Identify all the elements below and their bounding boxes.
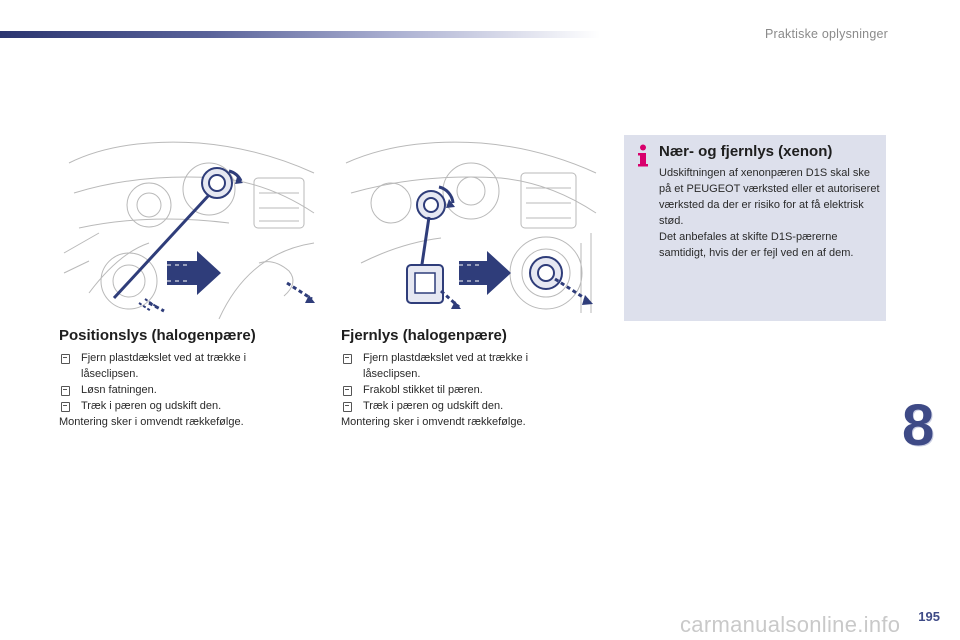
cover-clip-highlight xyxy=(417,187,455,219)
checkbox-bullet-icon xyxy=(343,354,352,364)
step-text: Træk i pæren og udskift den. xyxy=(363,400,504,412)
high-beam-steps xyxy=(341,350,581,430)
step-text: Løsn fatningen. xyxy=(81,384,157,396)
position-light-steps xyxy=(59,350,299,430)
info-icon xyxy=(636,144,650,168)
header-gradient-bar xyxy=(0,31,600,38)
watermark: carmanualsonline.info xyxy=(680,612,901,637)
lock-clip-highlight xyxy=(202,168,243,198)
checkbox-bullet-icon xyxy=(343,402,352,412)
checkbox-bullet-icon xyxy=(343,386,352,396)
assembly-note: Montering sker i omvendt rækkefølge. xyxy=(59,416,244,428)
section-header: Praktiske oplysninger xyxy=(764,27,888,41)
assembly-note: Montering sker i omvendt rækkefølge. xyxy=(341,416,526,428)
step-item xyxy=(341,382,581,398)
step-item xyxy=(59,350,299,382)
checkbox-bullet-icon xyxy=(61,386,70,396)
step-text: Fjern plastdækslet ved at trække i låseclipsen. xyxy=(363,352,529,380)
chapter-number: 8 xyxy=(902,393,935,458)
high-beam-title: Fjernlys (halogenpære) xyxy=(341,327,507,344)
step-item xyxy=(341,350,581,382)
step-item xyxy=(341,398,581,414)
illustration-position-light xyxy=(59,133,319,319)
page-number: 195 xyxy=(918,609,940,624)
info-paragraph: Udskiftningen af xenonpæren D1S skal ske på et PEUGEOT værksted eller et autoriseret værksted da der er risiko for at få elektrisk stød. xyxy=(659,167,880,227)
step-item xyxy=(59,398,299,414)
xenon-info-box xyxy=(624,135,886,321)
info-paragraph: Det anbefales at skifte D1S-pærerne samtidigt, hvis der er fejl ved en af dem. xyxy=(659,231,854,259)
step-text: Træk i pæren og udskift den. xyxy=(81,400,222,412)
illustration-high-beam xyxy=(341,133,603,319)
info-title: Nær- og fjernlys (xenon) xyxy=(659,143,833,160)
step-text: Frakobl stikket til pæren. xyxy=(363,384,483,396)
step-text: Fjern plastdækslet ved at trække i låseclipsen. xyxy=(81,352,247,380)
info-text xyxy=(659,165,881,261)
checkbox-bullet-icon xyxy=(61,354,70,364)
checkbox-bullet-icon xyxy=(61,402,70,412)
step-item xyxy=(59,382,299,398)
position-light-title: Positionslys (halogenpære) xyxy=(59,327,256,344)
